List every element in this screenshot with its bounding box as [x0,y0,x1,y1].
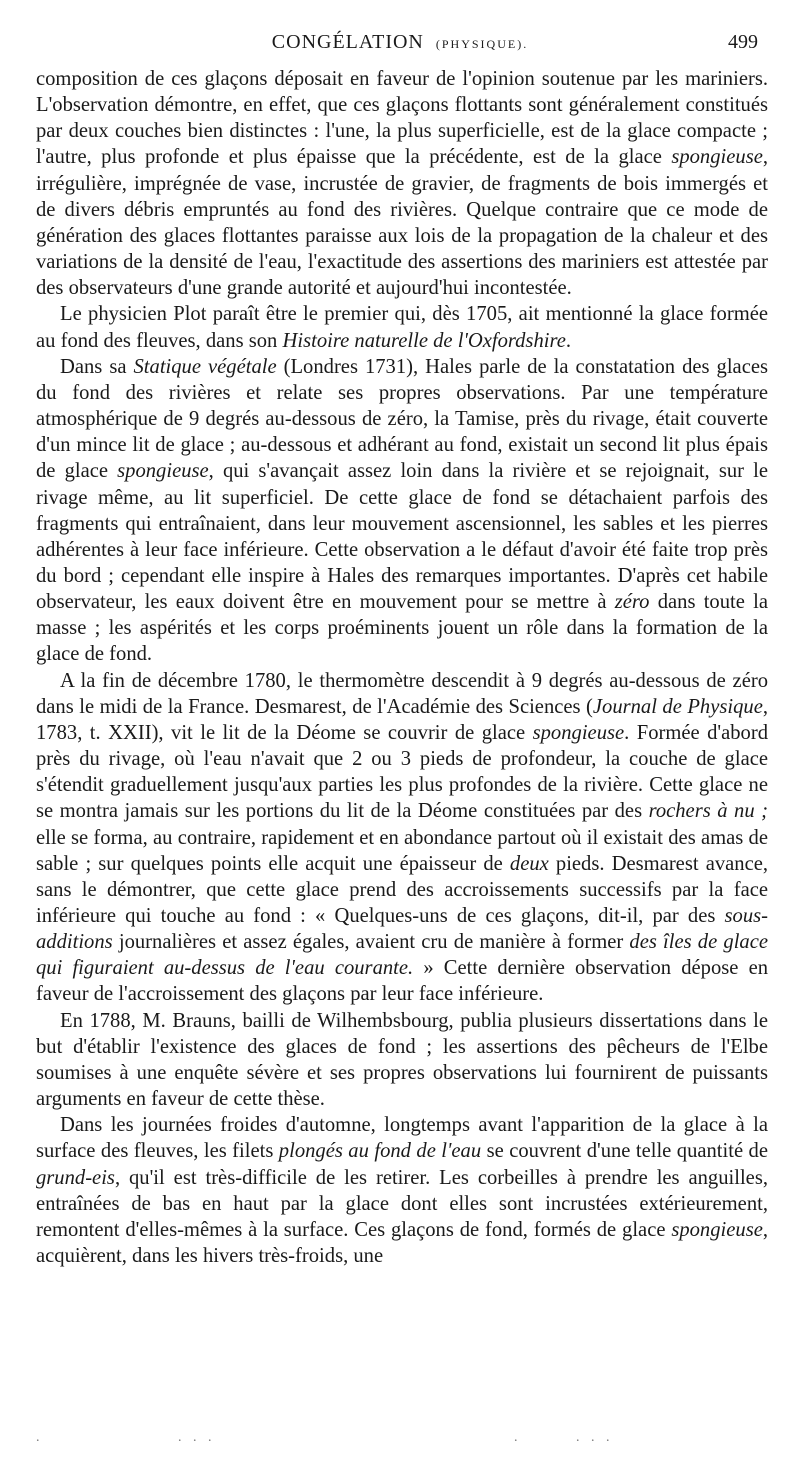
footer-mark: . . . [576,1430,614,1445]
page-header [36,31,764,61]
footer-mark: . [36,1430,44,1445]
paragraph-5: En 1788, M. Brauns, bailli de Wilhembsbourg, publia plusieurs dissertations dans le but d'établir l'existence des glaces de fond ; les assertions des pêcheurs de l'Elbe soumises à une enquête sévère et ses propres observations lui fournirent de puissants arguments en faveur de cette thèse. [36,1009,768,1111]
paragraph-2: Le physicien Plot paraît être le premier qui, dès 1705, ait mentionné la glace formée au fond des fleuves, dans son Histoire naturelle de l'Oxfordshire. [36,303,768,352]
paragraph-3: Dans sa Statique végétale (Londres 1731), Hales parle de la constatation des glaces du fond des rivières et relate ses propres observations. Par une température atmosphérique de 9 degrés au-dessous de zéro, la Tamise, près du rivage, était couverte d'un mince lit de glace ; au-dessous et adhérant au fond, existait un second lit plus épais de glace spongieuse, qui s'avançait assez loin dans la rivière et se rejoignait, sur le rivage même, au lit superficiel. De cette glace de fond se détachaient parfois des fragments qui entraînaient, dans leur mouvement ascensionnel, les sables et les pierres adhérentes à leur face inférieure. Cette observation a le défaut d'avoir été faite trop près du bord ; cependant elle inspire à Hales des remarques importantes. D'après cet habile observateur, les eaux doivent être en mouvement pour se mettre à zéro dans toute la masse ; les aspérités et les corps proéminents jouent un rôle dans la formation de la glace de fond. [36,355,768,666]
running-head [36,31,764,54]
paragraph-4: A la fin de décembre 1780, le thermomètre descendit à 9 degrés au-dessous de zéro dans le midi de la France. Desmarest, de l'Académie des Sciences (Journal de Physique, 1783, t. XXII), vit le lit de la Déome se couvrir de glace spongieuse. Formée d'abord près du rivage, où l'eau n'avait que 2 ou 3 pieds de profondeur, la couche de glace s'étendit graduellement jusqu'aux parties les plus profondes de la rivière. Cette glace ne se montra jamais sur les portions du lit de la Déome constituées par des rochers à nu ; elle se forma, au contraire, rapidement et en abondance partout où il existait des amas de sable ; sur quelques points elle acquit une épaisseur de deux pieds. Desmarest avance, sans le démontrer, que cette glace prend des accroissements successifs par la face inférieure qui touche au fond : « Quelques-uns de ces glaçons, dit-il, par des sous-additions journalières et assez égales, avaient cru de manière à former des îles de glace qui figuraient au-dessus de l'eau courante. » Cette dernière observation dépose en faveur de l'accroissement des glaçons par leur face inférieure. [36,669,769,1006]
footer-mark: . [514,1430,522,1445]
running-head-title: CONGÉLATION [271,31,424,53]
footer-mark: . . . [178,1430,216,1445]
paragraph-6: Dans les journées froides d'automne, longtemps avant l'apparition de la glace à la surface des fleuves, les filets plongés au fond de l'eau se couvrent d'une telle quantité de grund-eis, qu'il est très-difficile de les retirer. Les corbeilles à prendre les anguilles, entraînées de bas en haut par la glace dont elles sont incrustées extérieurement, remontent d'elles-mêmes à la surface. Ces glaçons de fond, formés de glace spongieuse, acquièrent, dans les hivers très-froids, une [36,1114,768,1268]
running-head-subtitle: (PHYSIQUE). [435,37,529,51]
page-number: 499 [728,31,758,53]
body-text [36,66,768,1269]
paragraph-1: composition de ces glaçons déposait en faveur de l'opinion soutenue par les mariniers. L'observation démontre, en effet, que ces glaçons flottants sont généralement constitués par deux couches bien distinctes : l'une, la plus superficielle, est de la glace compacte ; l'autre, plus profonde et plus épaisse que la précédente, est de la glace spongieuse, irrégulière, imprégnée de vase, incrustée de gravier, de fragments de bois immergés et de divers débris empruntés au fond des rivières. Quelque contraire que ce mode de génération des glaces flottantes paraisse aux lois de la propagation de la chaleur et des variations de la densité de l'eau, l'exactitude des assertions des mariniers est attestée par des observateurs d'une grande autorité et aujourd'hui incontestée. [36,68,768,300]
